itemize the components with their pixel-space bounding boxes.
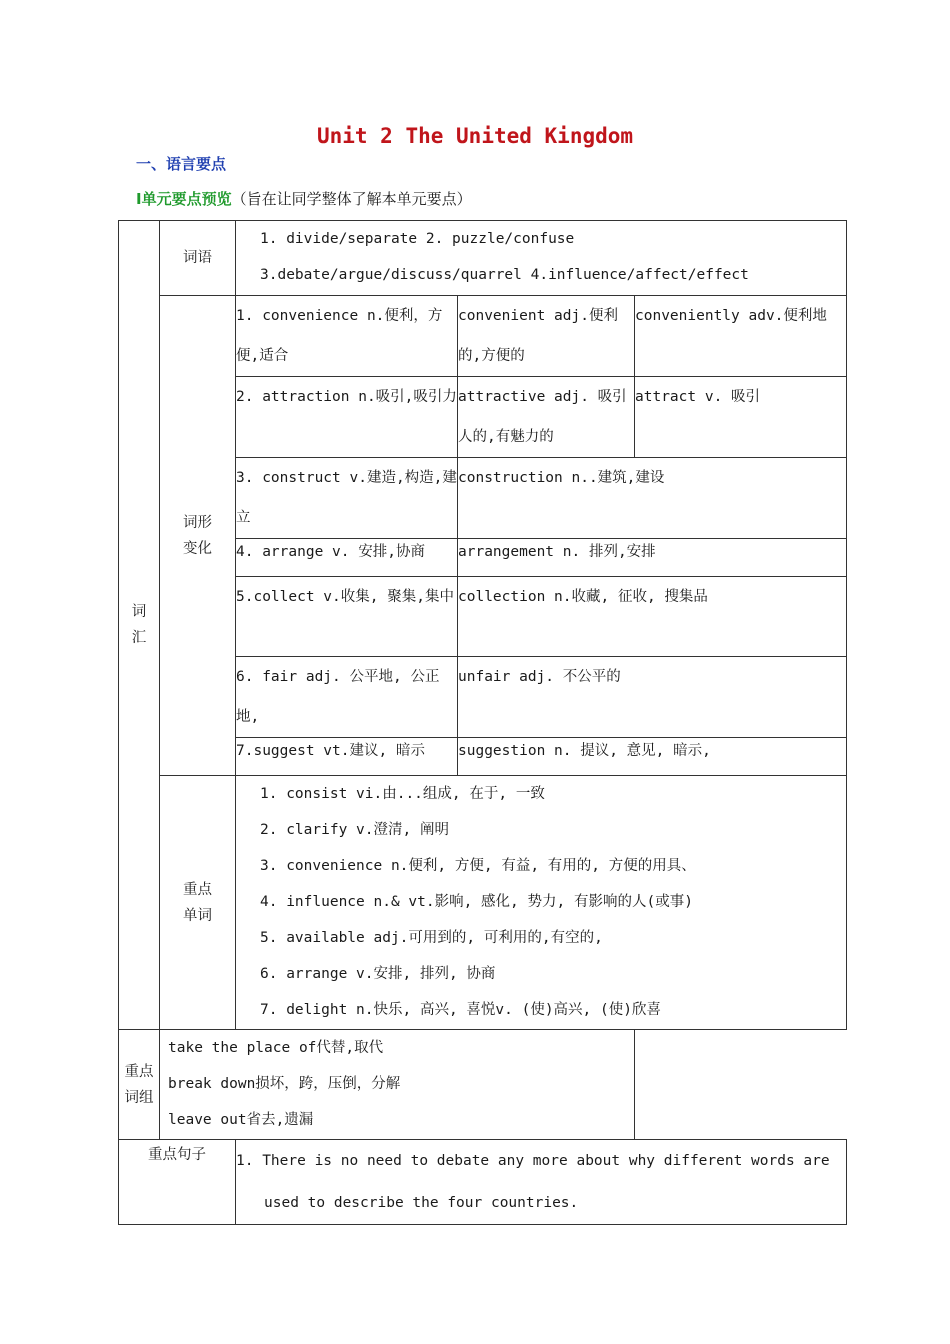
key-sentences-label-cell [119,1140,236,1225]
vocabulary-table [118,220,847,1225]
list-item: take the place of代替,取代 [168,1040,384,1056]
words-label-cell [160,221,236,296]
list-item: 2. clarify v.澄清, 阐明 [260,822,449,838]
key-sentences-cell [236,1140,847,1225]
list-item: 5. available adj.可用到的, 可利用的,有空的, [260,930,603,946]
sentence-line-2: used to describe the four countries. [264,1195,579,1211]
forms-row-7-a: 7.suggest vt.建议, 暗示 [236,738,458,776]
forms-row-6-b: unfair adj. 不公平的 [458,657,847,738]
list-item: 6. arrange v.安排, 排列, 协商 [260,966,496,982]
forms-row-1-a: 1. convenience n.便利，方便,适合 [236,296,458,377]
words-label: 词语 [183,250,212,266]
forms-row-1-b: convenient adj.便利的,方便的 [458,296,635,377]
forms-row-3-a: 3. construct v.建造,构造,建立 [236,458,458,539]
key-phrases-label-line-1: 重点 [124,1063,154,1080]
forms-label-line-1: 词形 [183,514,212,531]
list-item: 3. convenience n.便利, 方便, 有益, 有用的, 方便的用具、 [260,858,696,874]
key-words-label-line-1: 重点 [183,881,212,898]
page-title: Unit 2 The United Kingdom [316,124,634,148]
list-item: break down损坏，跨，压倒，分解 [168,1076,401,1092]
forms-row-3-b: construction n..建筑,建设 [458,458,847,539]
list-item: 4. influence n.& vt.影响, 感化, 势力, 有影响的人(或事) [260,894,693,910]
forms-row-4-a: 4. arrange v. 安排,协商 [236,539,458,577]
forms-row-7-b: suggestion n. 提议, 意见, 暗示, [458,738,847,776]
sentence-line-1: 1. There is no need to debate any more about why different words are [236,1153,830,1169]
key-phrases-label-line-2: 词组 [124,1089,154,1106]
forms-row-6-a: 6. fair adj. 公平地, 公正地, [236,657,458,738]
section-heading: 一、语言要点 [136,155,227,173]
vocab-group-label: 词汇 [131,604,147,646]
forms-label-line-2: 变化 [183,540,212,557]
list-item: 1. consist vi.由...组成, 在于, 一致 [260,786,545,802]
key-phrases-label-cell [119,1030,160,1140]
subsection-note: （旨在让同学整体了解本单元要点） [231,190,472,208]
subsection-heading [136,188,472,209]
key-phrases-cell [160,1030,635,1140]
forms-row-1-c: conveniently adv.便利地 [635,296,847,377]
forms-row-2-b: attractive adj. 吸引人的,有魅力的 [458,377,635,458]
key-sentences-label: 重点句子 [148,1147,206,1163]
forms-row-4-b: arrangement n. 排列,安排 [458,539,847,577]
forms-row-5-b: collection n.收藏, 征收, 搜集品 [458,577,847,657]
list-item: leave out省去,遗漏 [168,1112,314,1128]
key-words-cell [236,776,847,1030]
forms-row-5-a: 5.collect v.收集, 聚集,集中 [236,577,458,657]
subsection-label: I单元要点预览 [136,190,232,208]
forms-label-cell [160,296,236,776]
vocab-group-cell [119,221,160,1030]
words-line-1: 1. divide/separate 2. puzzle/confuse [260,231,575,247]
words-line-2: 3.debate/argue/discuss/quarrel 4.influence/affect/effect [260,267,749,283]
list-item: 7. delight n.快乐, 高兴, 喜悦v. (使)高兴, (使)欣喜 [260,1002,661,1018]
key-words-label-cell [160,776,236,1030]
key-words-label-line-2: 单词 [183,907,212,924]
forms-row-2-c: attract v. 吸引 [635,377,847,458]
words-cell [236,221,847,296]
forms-row-2-a: 2. attraction n.吸引,吸引力 [236,377,458,458]
